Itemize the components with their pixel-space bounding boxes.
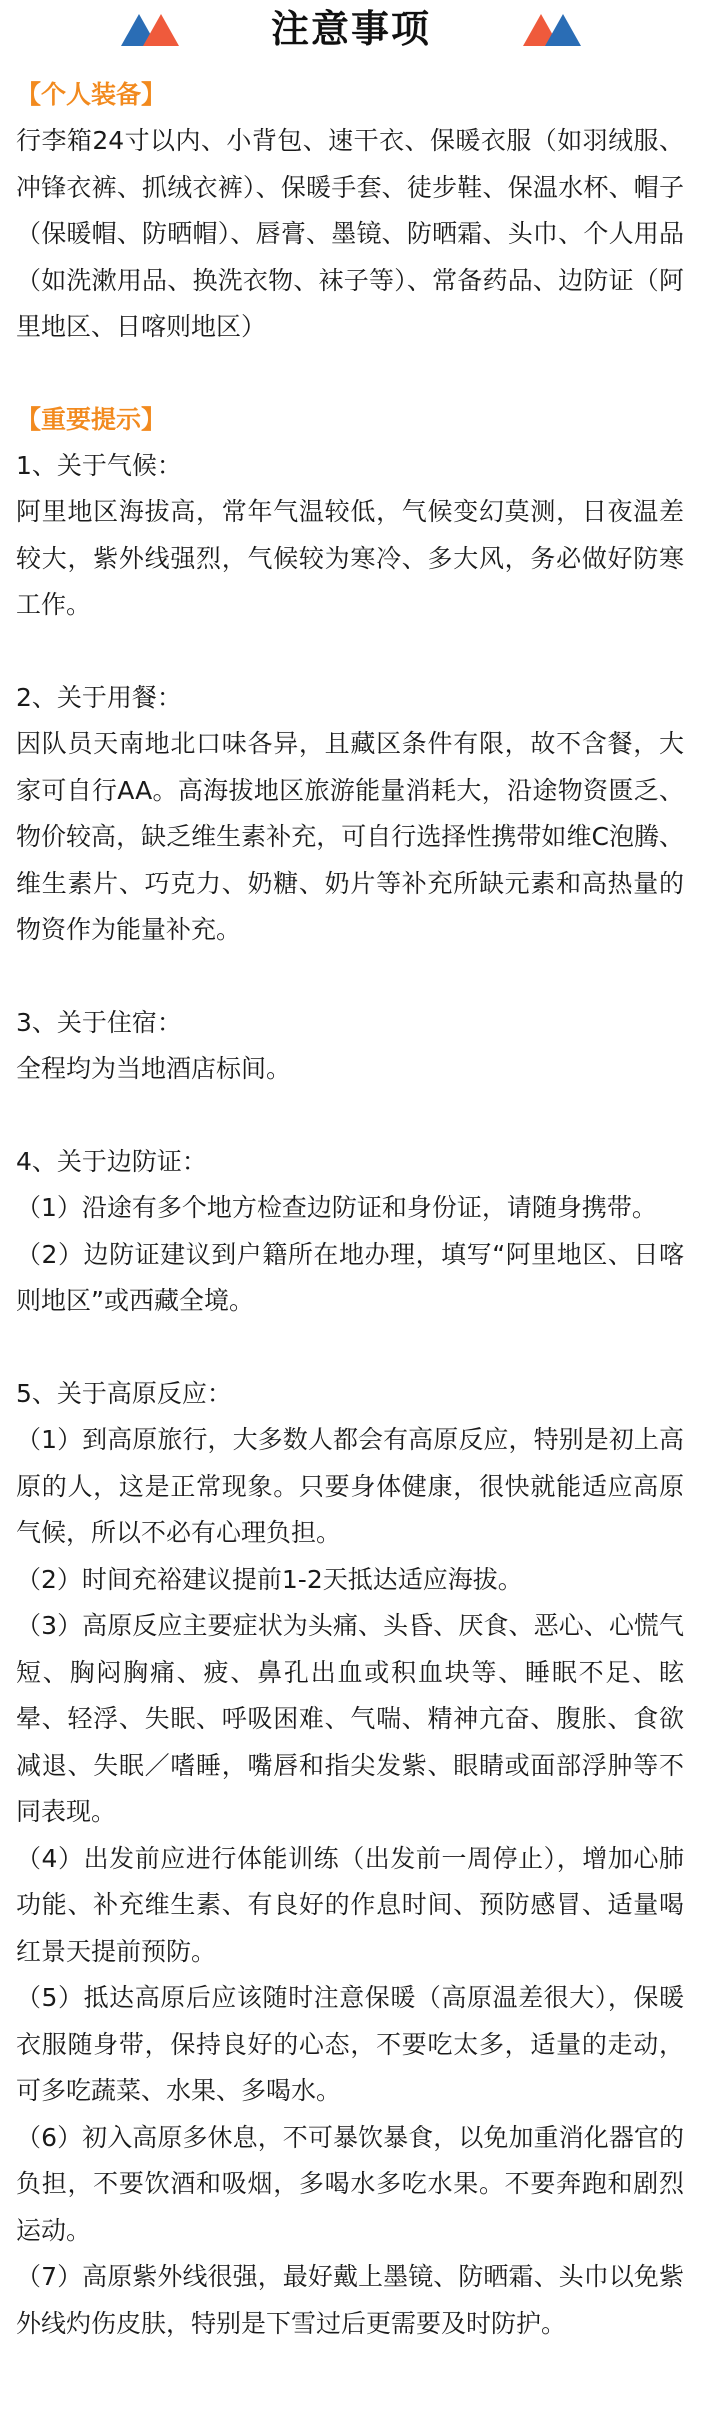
spacer <box>16 954 684 1000</box>
altitude-item: （1）到高原旅行，大多数人都会有高原反应，特别是初上高原的人，这是正常现象。只要身体健康，很快就能适应高原气候，所以不必有心理负担。 <box>16 1425 684 1547</box>
altitude-item: （4）出发前应进行体能训练（出发前一周停止），增加心肺功能、补充维生素、有良好的作息时间、预防感冒、适量喝红景天提前预防。 <box>16 1843 684 1966</box>
tip-title-meals: 2、关于用餐： <box>16 682 182 712</box>
tip-text-lodging: 全程均为当地酒店标间。 <box>16 1054 292 1083</box>
section-heading-equipment: 【个人装备】 <box>16 80 167 109</box>
triangles-icon <box>520 8 584 48</box>
spacer <box>16 1325 684 1371</box>
altitude-item: （2）时间充裕建议提前1-2天抵达适应海拔。 <box>16 1564 523 1594</box>
tip-title-altitude: 5、关于高原反应： <box>16 1378 232 1408</box>
header <box>0 0 702 56</box>
page-title: 注意事项 <box>270 7 431 51</box>
equipment-text: 行李箱24寸以内、小背包、速干衣、保暖衣服（如羽绒服、冲锋衣裤、抓绒衣裤）、保暖手套、徒步鞋、保温水杯、帽子（保暖帽、防晒帽）、唇膏、墨镜、防晒霜、头巾、个人用品（如洗漱用品、换洗衣物、袜子等）、常备药品、边防证（阿里地区、日喀则地区） <box>16 126 684 341</box>
tip-title-weather: 1、关于气候： <box>16 450 182 480</box>
tip-title-permit: 4、关于边防证： <box>16 1146 207 1176</box>
spacer <box>16 629 684 675</box>
tip-text-meals: 因队员天南地北口味各异，且藏区条件有限，故不含餐，大家可自行AA。高海拔地区旅游能量消耗大，沿途物资匮乏、物价较高，缺乏维生素补充，可自行选择性携带如维C泡腾、维生素片、巧克力、奶糖、奶片等补充所缺元素和高热量的物资作为能量补充。 <box>16 729 684 944</box>
permit-item: （1）沿途有多个地方检查边防证和身份证，请随身携带。 <box>16 1193 657 1222</box>
permit-item: （2）边防证建议到户籍所在地办理，填写“阿里地区、日喀则地区”或西藏全境。 <box>16 1239 684 1315</box>
spacer <box>16 351 684 397</box>
tip-title-lodging: 3、关于住宿： <box>16 1007 182 1037</box>
altitude-item: （3）高原反应主要症状为头痛、头昏、厌食、恶心、心慌气短、胸闷胸痛、疲、鼻孔出血或积血块等、睡眠不足、眩晕、轻浮、失眠、呼吸困难、气喘、精神亢奋、腹胀、食欲减退、失眠／嗜睡，嘴唇和指尖发紫、眼睛或面部浮肿等不同表现。 <box>16 1611 684 1826</box>
spacer <box>16 1093 684 1139</box>
section-heading-tips: 【重要提示】 <box>16 404 167 434</box>
document-body <box>0 56 702 2347</box>
tip-text-weather: 阿里地区海拔高，常年气温较低，气候变幻莫测，日夜温差较大，紫外线强烈，气候较为寒冷、多大风，务必做好防寒工作。 <box>16 497 684 619</box>
altitude-item: （5）抵达高原后应该随时注意保暖（高原温差很大），保暖衣服随身带，保持良好的心态，不要吃太多，适量的走动，可多吃蔬菜、水果、多喝水。 <box>16 1983 684 2105</box>
altitude-item: （6）初入高原多休息，不可暴饮暴食，以免加重消化器官的负担，不要饮酒和吸烟，多喝水多吃水果。不要奔跑和剧烈运动。 <box>16 2122 684 2245</box>
altitude-item: （7）高原紫外线很强，最好戴上墨镜、防晒霜、头巾以免紫外线灼伤皮肤，特别是下雪过后更需要及时防护。 <box>16 2262 684 2338</box>
